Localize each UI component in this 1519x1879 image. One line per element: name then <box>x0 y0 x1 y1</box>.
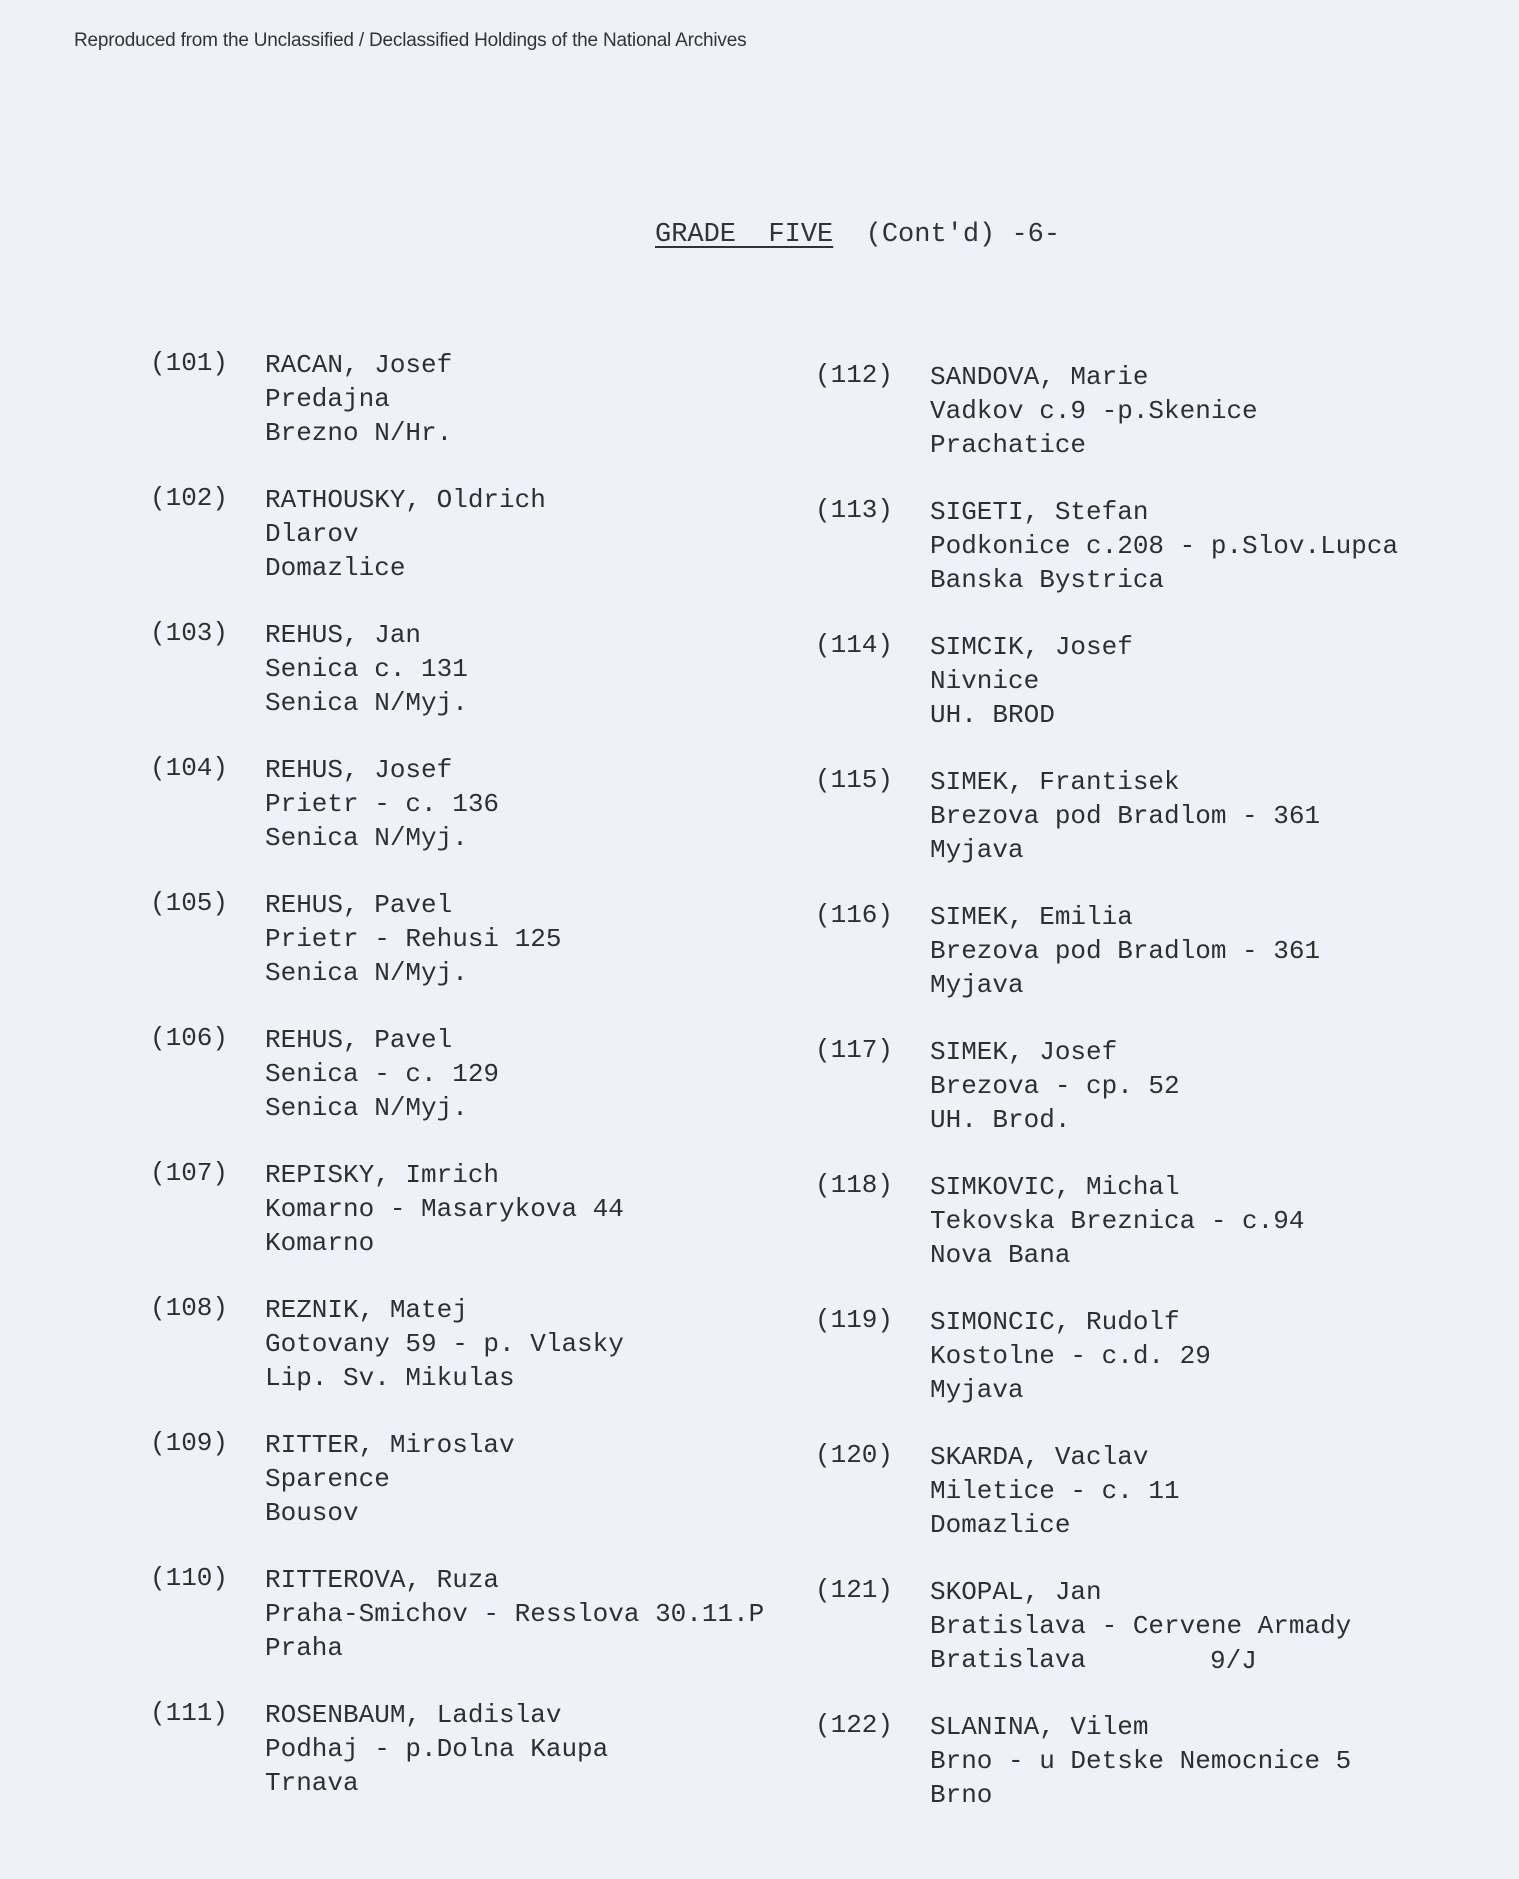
entry-address-line: Vadkov c.9 -p.Skenice <box>930 396 1258 426</box>
list-item <box>815 1035 1455 1170</box>
list-item <box>150 1428 790 1563</box>
list-item <box>815 360 1455 495</box>
entry-number: (102) <box>150 483 229 513</box>
entry-address-line: Myjava <box>930 835 1024 865</box>
entry-lines <box>265 1158 624 1260</box>
entry-lines <box>265 1698 608 1800</box>
entry-address-line: UH. Brod. <box>930 1105 1071 1135</box>
entry-address-line: Brezova - cp. 52 <box>930 1071 1180 1101</box>
list-item <box>150 348 790 483</box>
entry-address-line: Sparence <box>265 1464 390 1494</box>
entry-lines <box>930 900 1320 1002</box>
page-title <box>655 220 1060 250</box>
entry-address-line: Senica N/Myj. <box>265 688 468 718</box>
entry-name: REPISKY, Imrich <box>265 1160 500 1190</box>
list-item <box>815 1710 1455 1845</box>
entry-number: (103) <box>150 618 229 648</box>
entry-lines <box>930 1305 1211 1407</box>
entry-name: SIMCIK, Josef <box>930 632 1133 662</box>
entry-lines <box>930 1440 1180 1542</box>
entry-number: (107) <box>150 1158 229 1188</box>
entry-name: SIMEK, Emilia <box>930 902 1133 932</box>
entry-number: (112) <box>815 360 894 390</box>
entry-number: (111) <box>150 1698 229 1728</box>
entry-number: (109) <box>150 1428 229 1458</box>
entry-lines <box>930 1710 1351 1812</box>
entry-address-line: Podhaj - p.Dolna Kaupa <box>265 1734 609 1764</box>
entry-address-line: Brezno N/Hr. <box>265 418 453 448</box>
entry-lines <box>265 1023 499 1125</box>
entry-name: REHUS, Pavel <box>265 1025 453 1055</box>
entry-lines <box>265 348 452 450</box>
list-item <box>815 1440 1455 1575</box>
entry-address-line: Brno <box>930 1780 993 1810</box>
entry-address-line: Tekovska Breznica - c.94 <box>930 1206 1305 1236</box>
entry-address-line: Praha <box>265 1633 344 1663</box>
entry-lines <box>265 618 468 720</box>
entry-address-line: Komarno <box>265 1228 375 1258</box>
entry-address-line: Bratislava - Cervene Armady <box>930 1611 1352 1641</box>
entry-address-line: Senica c. 131 <box>265 654 468 684</box>
list-item <box>150 753 790 888</box>
entry-lines <box>930 495 1398 597</box>
list-item <box>815 630 1455 765</box>
list-item <box>150 1023 790 1158</box>
entry-lines <box>930 1035 1180 1137</box>
entry-name: REHUS, Josef <box>265 755 453 785</box>
entry-name: RITTEROVA, Ruza <box>265 1565 500 1595</box>
entry-number: (108) <box>150 1293 229 1323</box>
entry-name: ROSENBAUM, Ladislav <box>265 1700 562 1730</box>
list-item <box>815 1305 1455 1440</box>
entry-address-line: Trnava <box>265 1768 359 1798</box>
entry-number: (121) <box>815 1575 894 1605</box>
entry-number: (113) <box>815 495 894 525</box>
entry-number: (115) <box>815 765 894 795</box>
entry-name: SIMEK, Frantisek <box>930 767 1180 797</box>
entry-lines <box>265 1428 515 1530</box>
entry-lines <box>265 1563 764 1665</box>
entry-address-line: Senica N/Myj. <box>265 823 468 853</box>
entry-address-line: Nivnice <box>930 666 1040 696</box>
page-title-main: GRADE FIVE <box>655 220 834 250</box>
entry-address-line: Podkonice c.208 - p.Slov.Lupca <box>930 531 1399 561</box>
entry-address-line: Lip. Sv. Mikulas <box>265 1363 515 1393</box>
list-item <box>150 483 790 618</box>
entry-lines <box>265 1293 624 1395</box>
entry-address-line: UH. BROD <box>930 700 1055 730</box>
entry-name: SLANINA, Vilem <box>930 1712 1149 1742</box>
entry-name: SKOPAL, Jan <box>930 1577 1102 1607</box>
list-item <box>150 1698 790 1833</box>
page-title-rest: (Cont'd) -6- <box>833 220 1061 250</box>
archive-header-note: Reproduced from the Unclassified / Declassified Holdings of the National Archives <box>74 30 747 51</box>
entry-number: (106) <box>150 1023 229 1053</box>
entry-name: SIMONCIC, Rudolf <box>930 1307 1180 1337</box>
entry-name: REHUS, Jan <box>265 620 422 650</box>
entry-name: RITTER, Miroslav <box>265 1430 515 1460</box>
entry-number: (114) <box>815 630 894 660</box>
list-item <box>150 618 790 753</box>
entry-address-line: Prietr - c. 136 <box>265 789 500 819</box>
list-item <box>815 495 1455 630</box>
entry-number: (120) <box>815 1440 894 1470</box>
entry-address-line: Kostolne - c.d. 29 <box>930 1341 1211 1371</box>
entry-lines <box>930 360 1258 462</box>
entry-address-line: Senica N/Myj. <box>265 1093 468 1123</box>
entry-lines <box>930 1575 1351 1677</box>
entry-name: RACAN, Josef <box>265 350 453 380</box>
entry-name: SIMKOVIC, Michal <box>930 1172 1180 1202</box>
list-item <box>150 888 790 1023</box>
list-item <box>815 900 1455 1035</box>
page-stamp: 9/J <box>1210 1646 1257 1676</box>
entry-address-line: Miletice - c. 11 <box>930 1476 1180 1506</box>
entry-address-line: Nova Bana <box>930 1240 1071 1270</box>
entry-address-line: Predajna <box>265 384 390 414</box>
entry-number: (117) <box>815 1035 894 1065</box>
entry-number: (105) <box>150 888 229 918</box>
entry-lines <box>930 1170 1304 1272</box>
entry-name: SIGETI, Stefan <box>930 497 1149 527</box>
entry-address-line: Brno - u Detske Nemocnice 5 <box>930 1746 1352 1776</box>
entry-address-line: Myjava <box>930 970 1024 1000</box>
entry-address-line: Senica N/Myj. <box>265 958 468 988</box>
entry-lines <box>265 753 499 855</box>
entry-address-line: Gotovany 59 - p. Vlasky <box>265 1329 624 1359</box>
entry-name: REZNIK, Matej <box>265 1295 468 1325</box>
entry-number: (118) <box>815 1170 894 1200</box>
entry-number: (101) <box>150 348 229 378</box>
list-item <box>815 1170 1455 1305</box>
entry-number: (110) <box>150 1563 229 1593</box>
entry-name: RATHOUSKY, Oldrich <box>265 485 546 515</box>
left-column <box>150 348 790 1833</box>
list-item <box>150 1293 790 1428</box>
entry-name: REHUS, Pavel <box>265 890 453 920</box>
entry-address-line: Komarno - Masarykova 44 <box>265 1194 624 1224</box>
entry-number: (116) <box>815 900 894 930</box>
entry-address-line: Praha-Smichov - Resslova 30.11.P <box>265 1599 765 1629</box>
entry-address-line: Bousov <box>265 1498 359 1528</box>
entry-address-line: Domazlice <box>930 1510 1071 1540</box>
list-item <box>815 765 1455 900</box>
entry-address-line: Banska Bystrica <box>930 565 1165 595</box>
entry-address-line: Brezova pod Bradlom - 361 <box>930 936 1321 966</box>
entry-address-line: Prietr - Rehusi 125 <box>265 924 562 954</box>
entry-lines <box>930 765 1320 867</box>
entry-address-line: Senica - c. 129 <box>265 1059 500 1089</box>
entry-address-line: Myjava <box>930 1375 1024 1405</box>
entry-name: SANDOVA, Marie <box>930 362 1149 392</box>
entry-name: SIMEK, Josef <box>930 1037 1118 1067</box>
entry-lines <box>265 888 561 990</box>
right-column <box>815 360 1455 1845</box>
entry-address-line: Brezova pod Bradlom - 361 <box>930 801 1321 831</box>
entry-address-line: Bratislava <box>930 1645 1087 1675</box>
list-item <box>150 1563 790 1698</box>
list-item <box>150 1158 790 1293</box>
entry-number: (104) <box>150 753 229 783</box>
entry-number: (122) <box>815 1710 894 1740</box>
entry-lines <box>265 483 546 585</box>
entry-address-line: Prachatice <box>930 430 1087 460</box>
list-item <box>815 1575 1455 1710</box>
entry-address-line: Dlarov <box>265 519 359 549</box>
entry-lines <box>930 630 1133 732</box>
entry-name: SKARDA, Vaclav <box>930 1442 1149 1472</box>
entry-number: (119) <box>815 1305 894 1335</box>
entry-address-line: Domazlice <box>265 553 406 583</box>
